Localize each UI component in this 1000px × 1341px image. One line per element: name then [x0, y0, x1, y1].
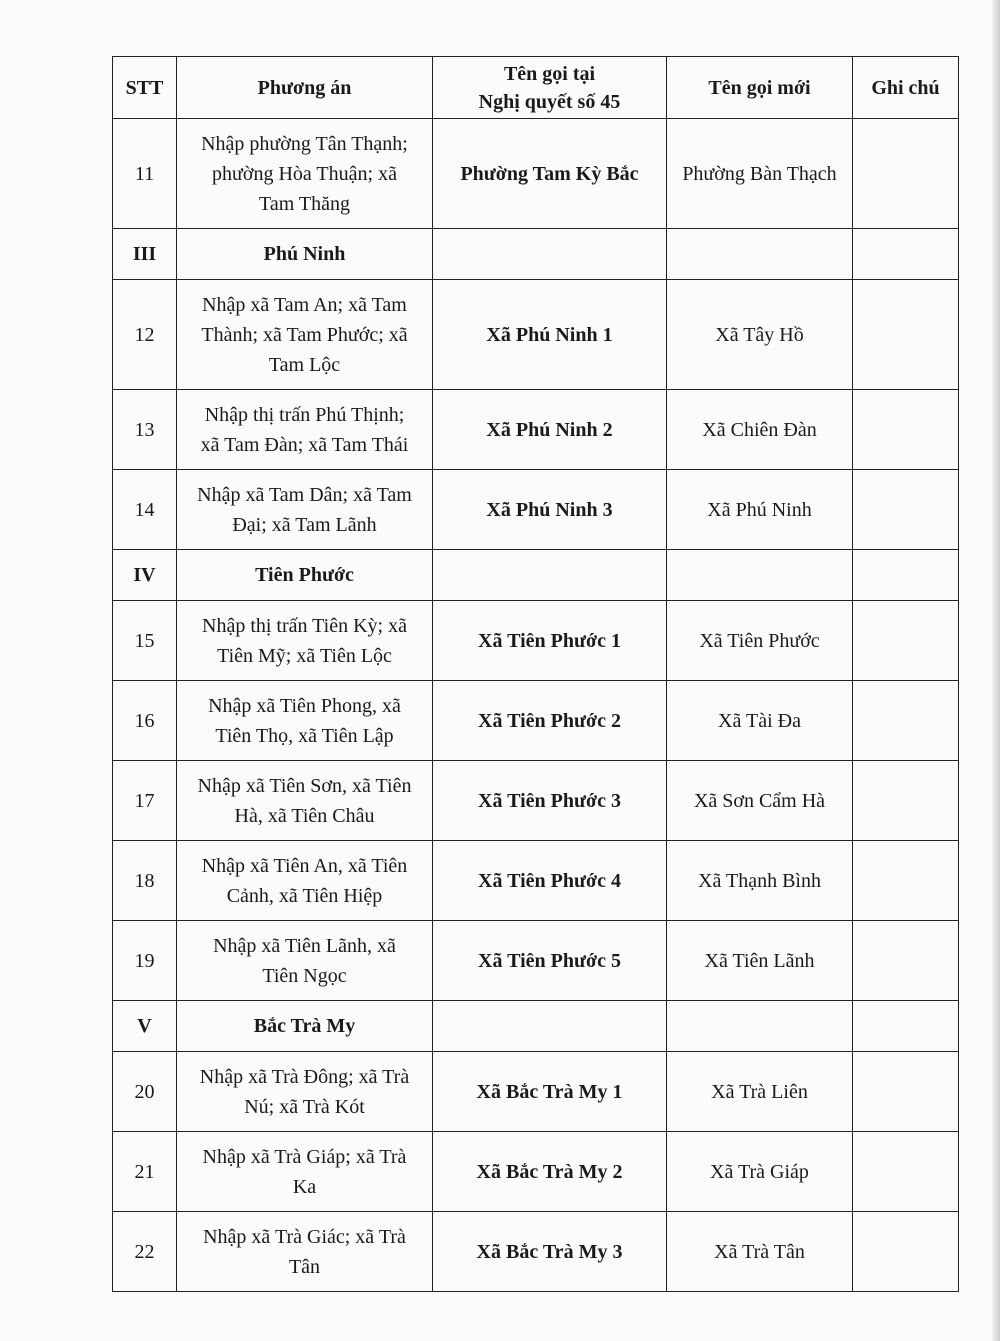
table-row: [113, 601, 959, 681]
row-stt: 20: [113, 1052, 177, 1132]
phuong-an-line: Nhập xã Trà Giáp; xã Trà: [202, 1145, 407, 1168]
phuong-an-line: Tiên Ngọc: [262, 964, 347, 987]
phuong-an-line: Nhập thị trấn Tiên Kỳ; xã: [202, 614, 407, 637]
phuong-an-line: phường Hòa Thuận; xã: [212, 162, 397, 185]
phuong-an-line: Tam Lộc: [268, 353, 341, 376]
row-ghi-chu: [853, 681, 959, 761]
row-ghi-chu: [853, 390, 959, 470]
phuong-an-line: Thành; xã Tam Phước; xã: [201, 323, 408, 346]
phuong-an-line: Cảnh, xã Tiên Hiệp: [226, 884, 383, 907]
row-stt: 16: [113, 681, 177, 761]
empty-cell: [433, 1001, 667, 1052]
header-ten-moi: Tên gọi mới: [667, 57, 853, 119]
section-number: V: [113, 1001, 177, 1052]
row-ghi-chu: [853, 470, 959, 550]
row-ten-goi-nq45: Phường Tam Kỳ Bắc: [433, 119, 667, 229]
section-number: IV: [113, 550, 177, 601]
table-body: [113, 119, 959, 1292]
row-stt: 12: [113, 280, 177, 390]
row-phuong-an: [177, 921, 433, 1001]
phuong-an-line: Nhập phường Tân Thạnh;: [201, 132, 408, 155]
row-ten-goi-moi: Xã Chiên Đàn: [667, 390, 853, 470]
row-stt: 11: [113, 119, 177, 229]
row-ten-goi-moi: Xã Phú Ninh: [667, 470, 853, 550]
phuong-an-line: Tân: [288, 1255, 321, 1278]
row-phuong-an: [177, 1052, 433, 1132]
table-row: [113, 761, 959, 841]
empty-cell: [853, 1001, 959, 1052]
row-ten-goi-moi: Xã Trà Liên: [667, 1052, 853, 1132]
row-ten-goi-moi: Xã Sơn Cẩm Hà: [667, 761, 853, 841]
row-phuong-an: [177, 280, 433, 390]
row-ten-goi-moi: Xã Tài Đa: [667, 681, 853, 761]
empty-cell: [433, 550, 667, 601]
phuong-an-line: Đại; xã Tam Lãnh: [232, 513, 377, 536]
row-ghi-chu: [853, 1212, 959, 1292]
row-stt: 14: [113, 470, 177, 550]
table-row: [113, 921, 959, 1001]
empty-cell: [667, 1001, 853, 1052]
phuong-an-line: Nhập xã Trà Giác; xã Trà: [203, 1225, 406, 1248]
phuong-an-line: Nhập xã Trà Đông; xã Trà: [199, 1065, 410, 1088]
row-ten-goi-moi: Xã Tây Hồ: [667, 280, 853, 390]
phuong-an-line: xã Tam Đàn; xã Tam Thái: [200, 433, 409, 456]
table-row: [113, 841, 959, 921]
section-number: III: [113, 229, 177, 280]
empty-cell: [667, 550, 853, 601]
row-phuong-an: [177, 761, 433, 841]
row-phuong-an: [177, 681, 433, 761]
row-ten-goi-nq45: Xã Phú Ninh 2: [433, 390, 667, 470]
empty-cell: [667, 229, 853, 280]
row-stt: 19: [113, 921, 177, 1001]
header-ghi-chu: Ghi chú: [853, 57, 959, 119]
page-edge-shadow: [992, 0, 1000, 1341]
row-ghi-chu: [853, 601, 959, 681]
row-ghi-chu: [853, 921, 959, 1001]
row-phuong-an: [177, 390, 433, 470]
row-ten-goi-nq45: Xã Bắc Trà My 1: [433, 1052, 667, 1132]
row-ten-goi-moi: Xã Tiên Lãnh: [667, 921, 853, 1001]
row-ten-goi-moi: Xã Tiên Phước: [667, 601, 853, 681]
row-ghi-chu: [853, 841, 959, 921]
table-header-row: [113, 57, 959, 119]
section-title: Bắc Trà My: [177, 1001, 433, 1052]
row-phuong-an: [177, 119, 433, 229]
phuong-an-line: Nhập xã Tiên Lãnh, xã: [213, 934, 396, 957]
row-stt: 17: [113, 761, 177, 841]
row-phuong-an: [177, 601, 433, 681]
row-ghi-chu: [853, 1132, 959, 1212]
phuong-an-line: Hà, xã Tiên Châu: [234, 804, 375, 827]
section-title: Tiên Phước: [177, 550, 433, 601]
row-ghi-chu: [853, 280, 959, 390]
row-ten-goi-moi: Phường Bàn Thạch: [667, 119, 853, 229]
phuong-an-line: Tam Thăng: [259, 192, 350, 215]
table-row: [113, 1052, 959, 1132]
empty-cell: [853, 550, 959, 601]
row-ghi-chu: [853, 761, 959, 841]
section-title: Phú Ninh: [177, 229, 433, 280]
table-row: [113, 470, 959, 550]
row-ghi-chu: [853, 1052, 959, 1132]
table-row: [113, 280, 959, 390]
phuong-an-line: Nhập xã Tiên An, xã Tiên: [201, 854, 408, 877]
phuong-an-line: Tiên Mỹ; xã Tiên Lộc: [217, 644, 392, 667]
header-ten-goi-line1: Tên gọi tại: [503, 62, 596, 85]
row-ten-goi-moi: Xã Trà Tân: [667, 1212, 853, 1292]
row-stt: 21: [113, 1132, 177, 1212]
header-phuong-an: Phương án: [177, 57, 433, 119]
row-stt: 13: [113, 390, 177, 470]
row-ten-goi-nq45: Xã Tiên Phước 5: [433, 921, 667, 1001]
table-row: [113, 390, 959, 470]
section-row: [113, 550, 959, 601]
row-stt: 15: [113, 601, 177, 681]
header-ten-goi-nq45: [433, 57, 667, 119]
commune-merger-table: [112, 56, 959, 1292]
row-ten-goi-nq45: Xã Tiên Phước 3: [433, 761, 667, 841]
table-row: [113, 119, 959, 229]
header-ten-goi-line2: Nghị quyết số 45: [478, 90, 621, 113]
row-ghi-chu: [853, 119, 959, 229]
table-row: [113, 1212, 959, 1292]
row-phuong-an: [177, 1132, 433, 1212]
row-phuong-an: [177, 470, 433, 550]
row-phuong-an: [177, 841, 433, 921]
row-ten-goi-moi: Xã Thạnh Bình: [667, 841, 853, 921]
header-stt: STT: [113, 57, 177, 119]
row-ten-goi-nq45: Xã Tiên Phước 4: [433, 841, 667, 921]
phuong-an-line: Nú; xã Trà Kót: [244, 1095, 365, 1118]
row-ten-goi-nq45: Xã Phú Ninh 1: [433, 280, 667, 390]
row-ten-goi-nq45: Xã Phú Ninh 3: [433, 470, 667, 550]
row-phuong-an: [177, 1212, 433, 1292]
phuong-an-line: Nhập xã Tam An; xã Tam: [202, 293, 407, 316]
row-ten-goi-nq45: Xã Bắc Trà My 2: [433, 1132, 667, 1212]
table-row: [113, 681, 959, 761]
empty-cell: [853, 229, 959, 280]
row-ten-goi-nq45: Xã Bắc Trà My 3: [433, 1212, 667, 1292]
phuong-an-line: Nhập xã Tam Dân; xã Tam: [197, 483, 412, 506]
phuong-an-line: Tiên Thọ, xã Tiên Lập: [215, 724, 394, 747]
phuong-an-line: Nhập thị trấn Phú Thịnh;: [204, 403, 405, 426]
section-row: [113, 229, 959, 280]
phuong-an-line: Nhập xã Tiên Phong, xã: [208, 694, 401, 717]
row-stt: 18: [113, 841, 177, 921]
section-row: [113, 1001, 959, 1052]
row-ten-goi-moi: Xã Trà Giáp: [667, 1132, 853, 1212]
table-row: [113, 1132, 959, 1212]
row-stt: 22: [113, 1212, 177, 1292]
phuong-an-line: Nhập xã Tiên Sơn, xã Tiên: [197, 774, 412, 797]
empty-cell: [433, 229, 667, 280]
phuong-an-line: Ka: [292, 1175, 317, 1198]
row-ten-goi-nq45: Xã Tiên Phước 1: [433, 601, 667, 681]
row-ten-goi-nq45: Xã Tiên Phước 2: [433, 681, 667, 761]
